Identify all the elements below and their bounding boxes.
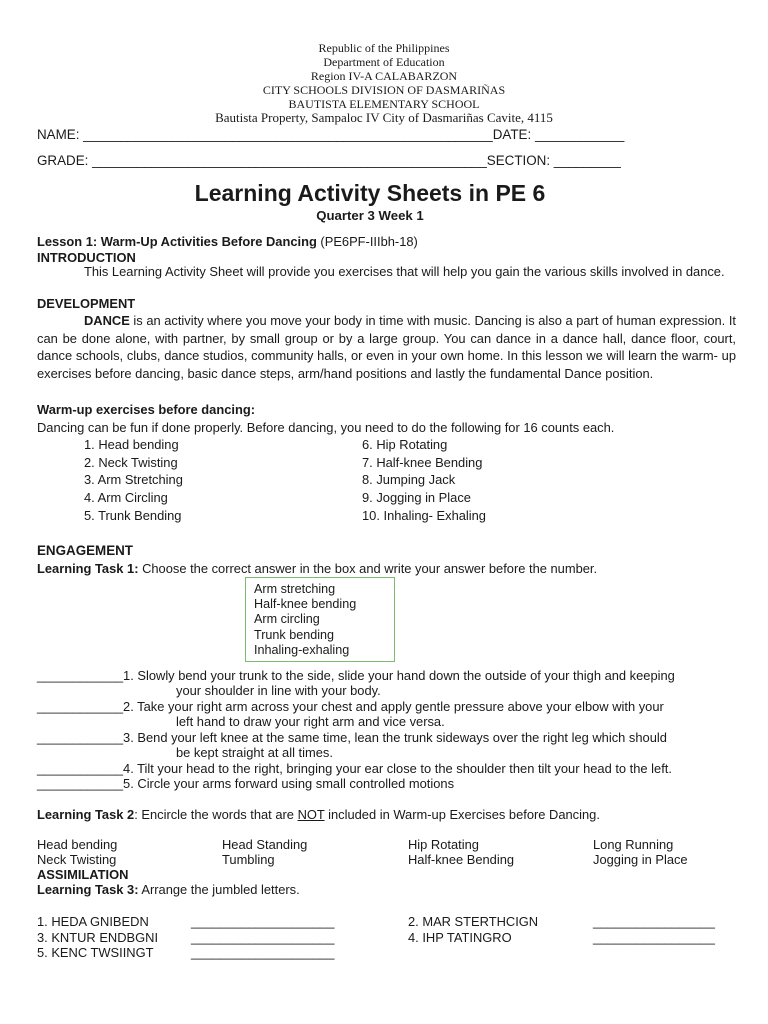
lesson-code: (PE6PF-IIIbh-18) xyxy=(316,234,418,249)
choice-item: Half-knee bending xyxy=(254,597,357,611)
task3-text: Arrange the jumbled letters. xyxy=(138,882,300,897)
task2-text: : Encircle the words that are xyxy=(134,807,298,822)
word-option[interactable]: Neck Twisting xyxy=(37,852,117,867)
word-option[interactable]: Jogging in Place xyxy=(593,852,688,867)
page-title: Learning Activity Sheets in PE 6 xyxy=(194,180,546,206)
development-heading: DEVELOPMENT xyxy=(37,296,136,311)
introduction-heading: INTRODUCTION xyxy=(37,250,136,265)
item-text: Circle your arms forward using small controlled motions xyxy=(133,776,455,791)
jumbled-word: 5. KENC TWSIINGT xyxy=(37,945,154,960)
choice-item: Arm stretching xyxy=(254,582,336,596)
list-item: 5. Trunk Bending xyxy=(84,508,182,523)
item-text: Tilt your head to the right, bringing your ear close to the shoulder then tilt your head to the left. xyxy=(133,761,672,776)
task1-instruction xyxy=(37,560,597,578)
task1-item xyxy=(37,729,667,747)
task3-label: Learning Task 3: xyxy=(37,882,139,897)
item-text-continued: left hand to draw your right arm and vice versa. xyxy=(176,714,445,729)
answer-blank[interactable]: ____________________ xyxy=(191,945,335,960)
item-number: 5. xyxy=(123,776,134,791)
task3-instruction xyxy=(37,881,300,899)
list-item: 4. Arm Circling xyxy=(84,490,168,505)
item-number: 3. xyxy=(123,730,134,745)
list-item: 6. Hip Rotating xyxy=(362,437,448,452)
list-item: 9. Jogging in Place xyxy=(362,490,471,505)
task2-instruction xyxy=(37,806,600,824)
word-option[interactable]: Head Standing xyxy=(222,837,308,852)
section-field[interactable]: _________ xyxy=(553,153,621,168)
header-line: Department of Education xyxy=(323,55,445,69)
header-line: Bautista Property, Sampaloc IV City of Dasmariñas Cavite, 4115 xyxy=(215,110,553,125)
answer-blank[interactable]: ____________ xyxy=(37,668,124,683)
answer-blank[interactable]: ____________________ xyxy=(191,930,335,945)
answer-choices-box xyxy=(245,577,395,662)
lesson-line xyxy=(37,233,418,251)
item-number: 1. xyxy=(123,668,134,683)
item-number: 4. xyxy=(123,761,134,776)
task1-label: Learning Task 1: xyxy=(37,561,139,576)
word-option[interactable]: Head bending xyxy=(37,837,118,852)
grade-field[interactable]: _____________________________________________________ xyxy=(92,153,487,168)
answer-blank[interactable]: _________________ xyxy=(593,930,715,945)
header-line: BAUTISTA ELEMENTARY SCHOOL xyxy=(288,97,480,111)
answer-blank[interactable]: ____________ xyxy=(37,776,124,791)
header-line: CITY SCHOOLS DIVISION OF DASMARIÑAS xyxy=(262,83,506,97)
lesson-label: Lesson 1: Warm-Up Activities Before Dancing xyxy=(37,234,317,249)
list-item: 7. Half-knee Bending xyxy=(362,455,483,470)
development-text xyxy=(37,312,736,382)
choice-item: Arm circling xyxy=(254,612,320,626)
jumbled-word: 1. HEDA GNIBEDN xyxy=(37,914,149,929)
word-option[interactable]: Hip Rotating xyxy=(408,837,479,852)
answer-blank[interactable]: ____________ xyxy=(37,730,124,745)
word-option[interactable]: Tumbling xyxy=(222,852,275,867)
section-label: SECTION: xyxy=(486,153,551,168)
name-row xyxy=(37,127,624,142)
answer-blank[interactable]: ____________ xyxy=(37,761,124,776)
list-item: 1. Head bending xyxy=(84,437,179,452)
name-field[interactable]: _______________________________________________________ xyxy=(83,127,493,142)
task2-text: included in Warm-up Exercises before Dancing. xyxy=(324,807,600,822)
task2-not-emphasis: NOT xyxy=(297,807,325,822)
item-text: Slowly bend your trunk to the side, slide your hand down the outside of your thigh and keeping xyxy=(133,668,675,683)
choice-item: Inhaling-exhaling xyxy=(254,643,350,657)
jumbled-word: 3. KNTUR ENDBGNI xyxy=(37,930,159,945)
list-item: 10. Inhaling- Exhaling xyxy=(362,508,486,523)
date-label: DATE: xyxy=(492,127,532,142)
word-option[interactable]: Long Running xyxy=(593,837,674,852)
answer-blank[interactable]: ____________________ xyxy=(191,914,335,929)
warmup-heading: Warm-up exercises before dancing: xyxy=(37,402,256,417)
date-field[interactable]: ____________ xyxy=(534,127,625,142)
item-text-continued: your shoulder in line with your body. xyxy=(176,683,381,698)
item-number: 2. xyxy=(123,699,134,714)
answer-blank[interactable]: _________________ xyxy=(593,914,715,929)
jumbled-word: 4. IHP TATINGRO xyxy=(408,930,512,945)
task2-label: Learning Task 2 xyxy=(37,807,135,822)
item-text: Take your right arm across your chest and apply gentle pressure above your elbow with your xyxy=(133,699,664,714)
task1-text: Choose the correct answer in the box and write your answer before the number. xyxy=(138,561,598,576)
grade-label: GRADE: xyxy=(37,153,89,168)
task1-item xyxy=(37,775,454,793)
introduction-text: This Learning Activity Sheet will provide you exercises that will help you gain the various skills involved in dance. xyxy=(84,264,725,279)
engagement-heading: ENGAGEMENT xyxy=(37,543,133,558)
answer-blank[interactable]: ____________ xyxy=(37,699,124,714)
list-item: 2. Neck Twisting xyxy=(84,455,178,470)
header-line: Republic of the Philippines xyxy=(318,41,450,55)
assimilation-heading: ASSIMILATION xyxy=(37,867,129,882)
jumbled-word: 2. MAR STERTHCIGN xyxy=(408,914,539,929)
header-line: Region IV-A CALABARZON xyxy=(310,69,458,83)
list-item: 8. Jumping Jack xyxy=(362,472,456,487)
word-option[interactable]: Half-knee Bending xyxy=(408,852,515,867)
item-text-continued: be kept straight at all times. xyxy=(176,745,333,760)
name-label: NAME: xyxy=(37,127,80,142)
dance-term: DANCE xyxy=(84,313,130,328)
development-body: is an activity where you move your body in time with music. Dancing is also a part of human expression. It can be done alone, with partner, by small group or by a large group. You can dance in a dance hall, dance floor, court, dance schools, clubs, dance studios, community halls, or even in your own home. In this lesson we will learn the warm- up exercises before dancing, basic dance steps, arm/hand positions and lastly the fundamental Dance position. xyxy=(37,313,736,381)
choice-item: Trunk bending xyxy=(254,628,335,642)
warmup-intro: Dancing can be fun if done properly. Before dancing, you need to do the following for 16 counts each. xyxy=(37,420,615,435)
grade-row xyxy=(37,153,621,168)
list-item: 3. Arm Stretching xyxy=(84,472,183,487)
page-subtitle: Quarter 3 Week 1 xyxy=(316,208,424,223)
item-text: Bend your left knee at the same time, lean the trunk sideways over the right leg which should xyxy=(133,730,667,745)
